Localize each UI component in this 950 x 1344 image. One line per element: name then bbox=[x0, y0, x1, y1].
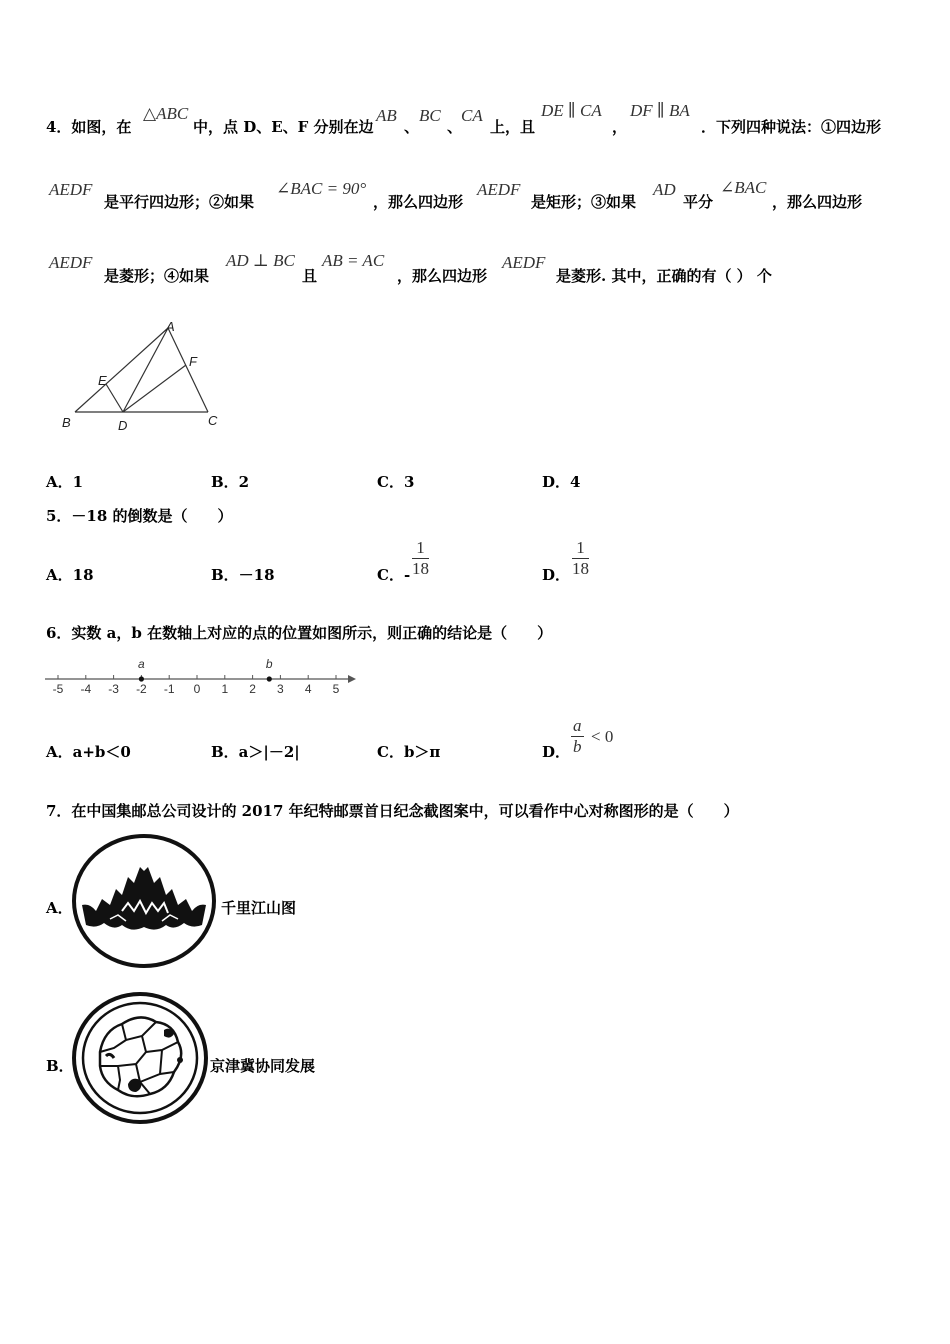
angle-bac-90: ∠BAC = 90° bbox=[276, 179, 367, 198]
tick-label: -5 bbox=[52, 682, 64, 696]
tick-label: -1 bbox=[163, 682, 175, 696]
q5-option-c-label: C．- bbox=[377, 566, 411, 584]
q5-option-d-fraction bbox=[572, 538, 589, 579]
separator: 、 bbox=[404, 118, 420, 136]
q6-option-d-label: D． bbox=[542, 743, 571, 761]
triangle-abc: △ABC bbox=[143, 104, 189, 123]
q4-text: ，那么四边形 bbox=[373, 193, 464, 211]
tick-label: -4 bbox=[80, 682, 92, 696]
point-a bbox=[139, 676, 144, 681]
q4-text: ，那么四边形 bbox=[397, 267, 488, 285]
point-b-label: b bbox=[265, 657, 273, 671]
quad-aedf: AEDF bbox=[49, 253, 93, 272]
denominator: b bbox=[573, 737, 582, 756]
q6-option-d-fraction bbox=[571, 716, 584, 757]
q4-text: ，那么四边形 bbox=[772, 193, 863, 211]
label-a: A bbox=[166, 319, 175, 334]
q6-option-b[interactable]: B．a＞|－2| bbox=[211, 743, 300, 761]
q4-text: 是菱形. 其中，正确的有（ ） 个 bbox=[556, 267, 772, 285]
q4-text: 上，且 bbox=[490, 118, 536, 136]
triangle-figure bbox=[55, 315, 230, 440]
q4-text: 是平行四边形；②如果 bbox=[104, 193, 255, 211]
q7-option-a-caption: 千里江山图 bbox=[221, 899, 297, 917]
df-parallel-ba: DF ∥ BA bbox=[630, 101, 690, 120]
q4-option-b[interactable]: B．2 bbox=[211, 473, 250, 491]
label-f: F bbox=[189, 354, 197, 369]
tick-label: 0 bbox=[193, 682, 201, 696]
number-line bbox=[40, 652, 360, 700]
point-a-label: a bbox=[138, 657, 145, 671]
q4-text: 且 bbox=[302, 267, 318, 285]
de-parallel-ca: DE ∥ CA bbox=[541, 101, 602, 120]
tick-label: -3 bbox=[108, 682, 119, 696]
tick-label: -2 bbox=[136, 682, 147, 696]
ab-equals-ac: AB = AC bbox=[322, 251, 385, 270]
denominator: 18 bbox=[572, 559, 589, 578]
q5-option-d-label: D． bbox=[542, 566, 571, 584]
stamp-qianli-jiangshan[interactable] bbox=[70, 833, 220, 973]
q4-option-c[interactable]: C．3 bbox=[377, 473, 415, 491]
q5-stem: 5．－18 的倒数是（ ） bbox=[46, 507, 233, 525]
tick-label: 2 bbox=[249, 682, 256, 696]
tick-label: 3 bbox=[277, 682, 284, 696]
numerator: 1 bbox=[412, 538, 429, 559]
point-b bbox=[267, 676, 272, 681]
angle-bac: ∠BAC bbox=[720, 178, 767, 197]
q5-option-b[interactable]: B．－18 bbox=[211, 566, 275, 584]
q5-option-a[interactable]: A．18 bbox=[46, 566, 94, 584]
side-bc: BC bbox=[419, 106, 441, 125]
ad-perp-bc: AD ⊥ BC bbox=[226, 251, 295, 270]
q4-option-d[interactable]: D．4 bbox=[542, 473, 581, 491]
tick-label: 1 bbox=[221, 682, 229, 696]
label-b: B bbox=[62, 415, 71, 430]
side-ca: CA bbox=[461, 106, 483, 125]
q4-text: 平分 bbox=[683, 193, 714, 211]
separator: 、 bbox=[447, 118, 463, 136]
q4-number: 4．如图，在 bbox=[46, 118, 132, 136]
label-e: E bbox=[98, 373, 107, 388]
q5-option-c-fraction bbox=[412, 538, 429, 579]
q7-option-b-label[interactable]: B． bbox=[46, 1057, 74, 1075]
q7-option-b-caption: 京津冀协同发展 bbox=[210, 1057, 316, 1075]
segment-ad: AD bbox=[653, 180, 676, 199]
numerator: 1 bbox=[572, 538, 589, 559]
side-ab: AB bbox=[376, 106, 397, 125]
q4-text: ．下列四种说法：①四边形 bbox=[701, 118, 882, 136]
quad-aedf: AEDF bbox=[477, 180, 521, 199]
q7-stem: 7．在中国集邮总公司设计的 2017 年纪特邮票首日纪念截图案中，可以看作中心对称图形的是（ ） bbox=[46, 802, 739, 820]
q4-option-a[interactable]: A．1 bbox=[46, 473, 84, 491]
q4-text: 是菱形；④如果 bbox=[104, 267, 210, 285]
q4-text: 中，点 D、E、F 分别在边 bbox=[193, 118, 374, 136]
tick-label: 4 bbox=[304, 682, 312, 696]
label-c: C bbox=[208, 413, 218, 428]
numerator: a bbox=[573, 716, 582, 735]
quad-aedf: AEDF bbox=[502, 253, 546, 272]
denominator: 18 bbox=[412, 559, 429, 578]
q6-option-c[interactable]: C．b＞π bbox=[377, 743, 441, 761]
quad-aedf: AEDF bbox=[49, 180, 93, 199]
less-than-zero: < 0 bbox=[591, 727, 614, 746]
q4-text: 是矩形；③如果 bbox=[531, 193, 637, 211]
q6-stem: 6．实数 a，b 在数轴上对应的点的位置如图所示，则正确的结论是（ ） bbox=[46, 624, 553, 642]
tick-label: 5 bbox=[332, 682, 340, 696]
stamp-jingjinji[interactable] bbox=[70, 990, 210, 1128]
q7-option-a-label[interactable]: A． bbox=[46, 899, 73, 917]
q6-option-a[interactable]: A．a+b＜0 bbox=[46, 743, 131, 761]
label-d: D bbox=[118, 418, 128, 433]
comma: ， bbox=[612, 118, 628, 136]
